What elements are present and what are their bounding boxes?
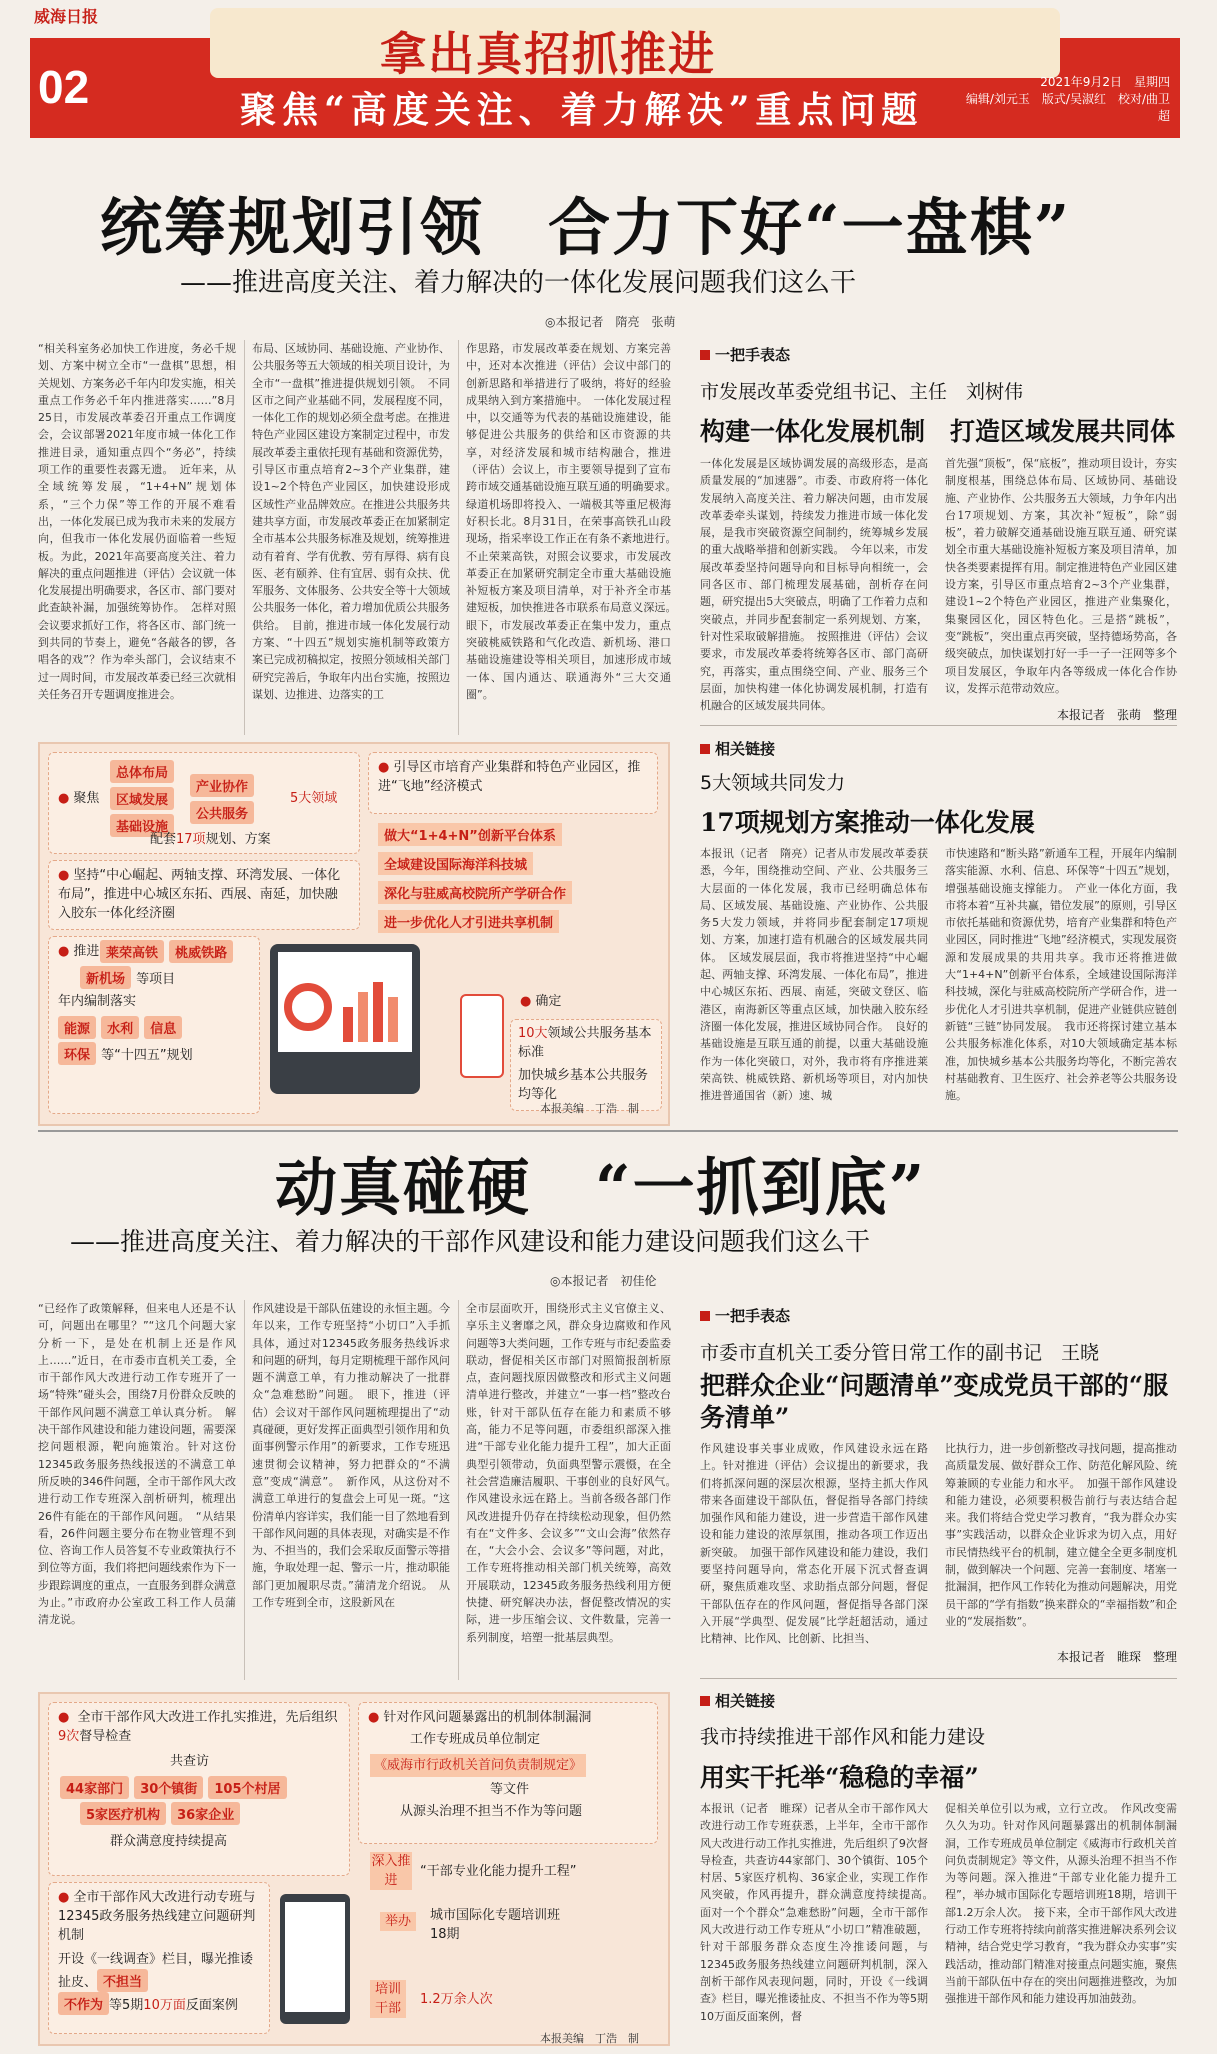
plans-line: [150, 830, 271, 849]
side2-column-1: 本报讯（记者 隋亮）记者从市发展改革委获悉，今年，围绕推动空间、产业、公共服务三大层面的一体化发展，我市已经明确总体布局、区域发展、基础设施、产业协作、公共服务5大发力领域，并将同步配套制定17项规划、方案，加速打造有机融合的区域发展共同体。 区域发展层面，我市将推进坚持“中心崛起、两轴支撑、环湾发展、一体化布局”，推进中心城区东拓、西展、南延，突破文登区、临港区，南海新区等重点区域，加快融入胶东经济圈一体化发展，推进区域协同合作。 良好的基础设施是互联互通的前提，以重大基础设施作为一体化突破口，对外，我市将有序推进莱荣高铁、桃威铁路、新机场等项目，对内加快推进普通国省（新）速、城: [700, 847, 928, 1103]
five-fields-label: 5大领域: [290, 791, 338, 806]
newspaper-logo: 威海日报: [34, 7, 99, 26]
side2-title: 17项规划方案推动一体化发展: [700, 808, 1035, 837]
push-tag: 莱荣高铁: [100, 940, 164, 963]
side1-author: 本报记者 张萌 整理: [1056, 708, 1177, 722]
expose-text: [58, 1950, 262, 2015]
found-tags-row1: [60, 1776, 340, 1799]
story1-column-3: 作思路，市发展改革委在规划、方案完善中，还对本次推进（评估）会议中部门的创新思路和举措进行了吸纳，将好的经验成果纳入到方案措施中。 一体化发展过程中，以交通等为代表的基础设施建设，能够促进公共服务的供给和区市资源的共享，对经济发展和城市结构融合，推进（评估）会议上，市主要领导提到了宣布跨市域交通基础设施互联互通的明确要求。 绿道机场即将投入、一端极其等重尼极海好积长北。8月31日，在荣事高铁孔山段现场，指采率设工作正在有条不紊地进行。 不止荣莱高铁，对照会议要求，市发展改革委正在加紧研究制定全市重大基础设施补短板方案及项目清单，对于补齐全市基建短板，加快推进各市联系布局意义深远。 眼下，市发展改革委正在集中发力，重点突破桃威铁路和气化改造、新机场、港口基础设施建设等相关项目，加速形成市域一体、国内通达、联通海外“三大交通圈”。: [466, 342, 682, 701]
focus-tag: 总体布局: [110, 760, 174, 783]
side4-person: 我市持续推进干部作风和能力建设: [700, 1726, 986, 1748]
column-divider: [244, 1300, 245, 1680]
phone-icon: [460, 994, 504, 1078]
side2-person: 5大领域共同发力: [700, 772, 846, 794]
section-divider: [38, 1130, 1178, 1132]
confirm-text: [518, 1024, 654, 1062]
push-tail: 等项目: [136, 972, 176, 987]
found-tail: 群众满意度持续提高: [110, 1834, 228, 1849]
column-divider: [458, 1300, 459, 1680]
side3-label: 一把手表态: [700, 1305, 790, 1326]
inspect-count: 9次: [58, 1729, 80, 1744]
found-tag: 36家企业: [171, 1802, 240, 1825]
monitor-screen: [278, 952, 412, 1052]
push-row2: [80, 966, 175, 989]
mechanism-text2: 工作专班成员单位制定: [410, 1732, 541, 1747]
push-tag: 新机场: [80, 966, 131, 989]
found-tag: 44家部门: [60, 1776, 129, 1799]
confirm-detail: 领域公共服务基本标准: [518, 1026, 652, 1060]
phone-illustration: [280, 1894, 350, 2024]
expose-c: 反面案例: [185, 1998, 238, 2013]
innovation-tag: 深化与驻威高校院所产学研合作: [378, 881, 572, 904]
confirm-text2: 加快城乡基本公共服务均等化: [518, 1068, 649, 1102]
train-label: 培训干部: [370, 1980, 406, 2018]
side1-column-2: 首先强“顶板”，保“底板”，推动项目设计，夯实制度根基，围绕总体布局、区域协同、基础设施、产业协作、公共服务五大领域，力争年内出台17项规划、方案，其次补“短板”，除“弱板”，着力破解交通基础设施互联互通、研究谋划全市重大基础设施补短板方案及项目清单，加快各类要素提挥有用。制定推进特色产业园区建设方案，引导区市重点培育2~3个产业集群，建设1~2个特色产业园区，推进产业集聚化，集聚园区化，园区特色化。三是搭“跳板”，变“跳板”，突出重点再突破，坚持德场势高，各级突破点，加快谋划打好一手一子一汪网等多个项目发展区，争取年内各等级成一体化合作协议，发挥示范带动效应。: [945, 457, 1177, 695]
story2-infographic: [38, 1692, 670, 2046]
found-tag: 30个镇街: [134, 1776, 203, 1799]
side1-column-1: 一体化发展是区域协调发展的高级形态，是高质量发展的“加速器”。市委、市政府将一体化发展纳入高度关注、着力解决问题，由市发展改革委牵头谋划，持续发力推进市域一体化发展，是我市突破资源空间制约，统筹城乡发展的重大战略举措和创新实践。 今年以来，市发展改革委坚持问题导向和目标导向相统一，会同各区市、部门梳理发展基础，剖析存在问题，研究提出5大突破点，明确了工作着力点和突破点，并同步配套制定一系列规划、方案，针对性采取破解措施。 按照推进（评估）会议要求，市发展改革委将统筹各区市、部门高研究，再落实，重点围绕空间、产业、服务三个层面，加快构建一体化协调发展机制，打造有机融合的区域发展共同体。: [700, 457, 928, 713]
side1-title: 构建一体化发展机制 打造区域发展共同体: [700, 417, 1176, 446]
mechanism-document: 《威海市行政机关首问负责制规定》: [370, 1754, 586, 1777]
side-divider: [700, 1678, 1177, 1679]
year-tag: 环保: [58, 1042, 96, 1065]
confirm-count: 10大: [518, 1026, 548, 1041]
push-label: ● 推进: [58, 942, 99, 961]
story1-infographic: [38, 742, 670, 1126]
deep-label: 深入推进: [371, 1854, 411, 1888]
hold-text: 城市国际化专题培训班18期: [430, 1908, 561, 1942]
side2-column-2: 市快速路和“断头路”新通车工程，开展年内编制落实能源、水利、信息、环保等“十四五”规划，增强基础设施支撑能力。 产业一体化方面，我市将本着“互补共赢，错位发展”的原则，引导区市依托基础和资源优势，培育产业集群和特色产业园区，同时推进“飞地”经济模式，实现发展资源和发展成果的共用共享。我市还将推进做大“1+4+N”创新平台体系，全域建设国际海洋科技城，深化与驻威高校院所产学研合作，进一步优化人才引进共享机制，促进产业链供应链创新链“三链”协同发展。 我市还将探讨建立基本公共服务标准化体系，对10大领域确定基本标准，加快城乡基本公共服务均等化，不断完善农村基础教育、卫生医疗、社会养老等公共服务设施。: [945, 847, 1177, 1103]
story1-headline: 统筹规划引领 合力下好“一盘棋”: [100, 191, 1072, 264]
page-number: 02: [38, 61, 90, 113]
innovation-tag: 进一步优化人才引进共享机制: [378, 910, 559, 933]
phone-screen: [285, 1902, 345, 2012]
found-tag: 5家医疗机构: [80, 1802, 166, 1825]
side4-label: 相关链接: [700, 1690, 775, 1711]
story2-headline: 动真碰硬 “一抓到底”: [275, 1151, 927, 1224]
focus-tag: 基础设施: [110, 814, 174, 837]
year-tail: 等“十四五”规划: [101, 1048, 193, 1063]
story2-subheadline: ——推进高度关注、着力解决的干部作风建设和能力建设问题我们这么干: [70, 1227, 871, 1256]
story1-column-2: 布局、区域协同、基础设施、产业协作、公共服务等五大领域的相关项目设计，为全市“一盘棋”推进提供规划引领。 不同区市之间产业基础不同，发展程度不同，一体化工作的规划必须全盘考虑。在推进特色产业园区建设方案制定过程中，市发展改革委主重依托现有基础和资源优势，引导区市重点培育2~3个产业集群，建设1~2个特色产业园区，加快建设形成区域性产业品牌效应。在推进公共服务共建共享方面，市发展改革委正在加紧制定全市基本公共服务标准及规划，统筹推进动有着育、学有优教、劳有厚得、病有良医、老有颐养、住有宜居、弱有众扶、优军服务、文体服务、公共安全等十大领域公共服务一体化，着力增加优质公共服务供给。 目前，推进市域一体化发展行动方案、“十四五”规划实施机制等政策方案已完成初稿拟定，按照分领域相关部门研究完善后，争取年内出台实施，按照边谋划、边推进、边落实的工: [252, 342, 450, 701]
expose-tag: 不担当: [97, 1969, 148, 1992]
confirm-label: ● 确定: [520, 992, 561, 1011]
side3-column-1: 作风建设事关事业成败，作风建设永远在路上。针对推进（评估）会议提出的新要求，我们将抓深问题的深层次根源，坚持主抓大作风带来各面建设干部队伍，督促指导各部门持续加强作风和能力建设，进一步营造干部作风建设和能力建设的浓厚氛围，推动各项工作迈出新突破。 加强干部作风建设和能力建设，我们要坚持问题导向，常态化开展下沉式督查调研，聚焦质难攻坚、求助指点部分问题，督促干部队伍存在的作风问题，督促指导各部门深入开展“学典型、促发展”比学赶超活动，通过比精神、比作风、比创新、比担当、: [700, 1442, 928, 1646]
found-label: 共查访: [170, 1754, 210, 1769]
found-tag: 105个村居: [208, 1776, 286, 1799]
mechanism-text: ● 针对作风问题暴露出的机制体制漏洞: [368, 1708, 648, 1727]
innovation-tag: 做大“1+4+N”创新平台体系: [378, 823, 562, 846]
side2-label: 相关链接: [700, 738, 775, 759]
side-divider: [700, 725, 1177, 726]
expose-b: 等5期: [109, 1998, 144, 2013]
side3-author: 本报记者 睢琛 整理: [1056, 1650, 1177, 1664]
banner-subtitle: 聚焦“高度关注、着力解决”重点问题: [240, 89, 924, 131]
editor-credits: 编辑/刘元玉 版式/吴淑红 校对/曲卫超: [965, 92, 1170, 123]
story2-column-1: “已经作了政策解释，但来电人还是不认可，问题出在哪里？”“这几个问题大家分析一下，是处在机制上还是作风上……”近日，在市委市直机关工委，全市干部作风大改进行动工作专班开了一场“特殊”碰头会，围绕7月份群众反映的干部作风问题不满意工单认真分析。 解决干部作风建设和能力建设问题，需要深挖问题根源，靶向施策治。针对这份12345政务服务热线报送的不满意工单所反映的346件问题，全市干部作风大改进行动工作专班深入剖析研判，梳理出26件有能在的干部作风问题。 “从结果看，26件问题主要分布在物业管理不到位、咨询工作人员答复不专业政策执行不到位等方面，我们将把问题线索作为下一步跟踪调度的重点，一直服务到群众满意为止。”市政府办公室政工科工作人员蒲清龙说。: [38, 1302, 236, 1627]
year-tag: 能源: [58, 1016, 96, 1039]
side3-title: 把群众企业“问题清单”变成党员干部的“服务清单”: [700, 1371, 1169, 1432]
side3-column-2: 比执行力，进一步创新整改寻找问题，提高推动高质量发展、做好群众工作、防范化解风险、统筹兼顾的专业能力和水平。 加强干部作风建设和能力建设，必须要积极告前行与表达结合起来。我们将结合党史学习教育，“我为群众办实事”实践活动，以群众企业诉求为切入点，用好市民情热线平台的机制，建立健全全更多制度机制，做到解决一个问题、完善一套制度、堵塞一批漏洞，把作风工作转化为推动问题解决，用党员干部的“学有指数”换来群众的“幸福指数”和企业的“发展指数”。: [945, 1442, 1177, 1628]
focus-tag: 区域发展: [110, 787, 174, 810]
innovation-tag: 全域建设国际海洋科技城: [378, 852, 533, 875]
side4-column-1: 本报讯（记者 睢琛）记者从全市干部作风大改进行动工作专班获悉，上半年，全市干部作风大改进行动工作扎实推进，先后组织了9次督导检查，共查访44家部门、30个镇街、105个村居、5家医疗机构、36家企业，实现工作作风突破，作风再提升，群众满意度持续提高。 面对一个个群众“急难愁盼”问题，全市干部作风大改进行动工作专班从“小切口”精准破题，针对干部服务群众态度生冷推诿问题，与12345政务服务热线建立问题研判机制，深入剖析干部作风表现问题，同时，开设《一线调查》栏目，曝光推诿扯皮、不担当不作为等5期10万面反面案例，督: [700, 1802, 939, 2023]
inspect-b: 督导检查: [79, 1729, 132, 1744]
focus-tags-right: [190, 772, 280, 826]
banner-title: 拿出真招抓推进: [380, 27, 716, 81]
focus-tag: 产业协作: [190, 774, 254, 797]
side1-label: 一把手表态: [700, 344, 790, 365]
year-tag: 信息: [144, 1016, 182, 1039]
innovation-tags: [378, 820, 658, 936]
year-label: 年内编制落实: [58, 994, 137, 1009]
story2-byline: ◎本报记者 初佳伦: [550, 1274, 657, 1288]
monitor-illustration: [270, 944, 420, 1094]
issue-info: [960, 74, 1170, 125]
judge-text: ● 全市干部作风大改进行动专班与12345政务服务热线建立问题研判机制: [58, 1888, 262, 1945]
central-city-text: ● 坚持“中心崛起、两轴支撑、环湾发展、一体化布局”，推进中心城区东拓、西展、南延，加快融入胶东一体化经济圈: [58, 866, 350, 923]
mechanism-text3: 等文件: [490, 1782, 530, 1797]
year-tags: [58, 1016, 248, 1039]
column-divider: [244, 340, 245, 735]
expose-a: 开设《一线调查》栏目，曝光推诿扯皮、: [58, 1952, 254, 1990]
story1-subheadline: ——推进高度关注、着力解决的一体化发展问题我们这么干: [180, 268, 857, 298]
side3-person: 市委市直机关工委分管日常工作的副书记 王晓: [700, 1342, 1100, 1364]
story2-column-3: 全市层面吹开，围绕形式主义官僚主义、享乐主义奢靡之风，群众身边腐败和作风问题等3大类问题，工作专班与市纪委监委联动，督促相关区市部门对照简报剖析原点，查问题找原因做整改和形式主义问题清单进行整改，并建立“一事一档”整改台账，针对干部队伍存在能力和素质不够高，能力不足等问题，市委组织部深入推进“干部专业化能力提升工程”，加大正面典型引领带动，负面典型警示震慑，在全社会营造廉洁履职、干事创业的良好风气。 作风建设永远在路上。当前各级各部门作风改进提升仍存在持续松动现象，但仍然有在“文件多、会议多”“文山会海”依然存在，“大会小会、会议多”等问题，对此，工作专班将推动相关部门机关统筹，高效开展联动，12345政务服务热线利用方便快捷、研究解决办法，督促整改情况的实际，进一步压缩会议、文件数量，完善一系列制度，培塑一批基层典型。: [466, 1302, 682, 1644]
expose-count: 10万面: [143, 1998, 186, 2013]
column-divider: [458, 340, 459, 735]
inspect-a: 全市干部作风大改进工作扎实推进，先后组织: [77, 1710, 338, 1725]
plans-pre: 配套: [150, 832, 177, 847]
push-tag: 桃威铁路: [169, 940, 233, 963]
year-row2: [58, 1042, 193, 1065]
push-tags: [100, 940, 250, 963]
story1-byline: ◎本报记者 隋亮 张萌: [545, 315, 676, 329]
story2-column-2: 作风建设是干部队伍建设的永恒主题。今年以来，工作专班坚持“小切口”入手抓具体，通过对12345政务服务热线诉求和问题的研判，每月定期梳理干部作风问题不满意工单，有力推动解决了一批群众“急难愁盼”问题。 眼下，推进（评估）会议对干部作风问题梳理提出了“动真碰硬，更好发挥正面典型引领作用和负面事例警示作用”的新要求，工作专班迅速贯彻会议精神，努力把群众的“不满意”变成“满意”。 新作风，从这份对不满意工单进行的复盘会上可见一斑。“这份清单内容详实，我们能一目了然地看到干部作风问题的具体表现，对确实是不作为、不担当的，我们会采取反面警示等措施，争取处理一起、警示一片，推动职能部门更加履职尽责。”蒲清龙介绍说。 从工作专班到全市，这股新风在: [252, 1302, 450, 1610]
side1-person: 市发展改革委党组书记、主任 刘树伟: [700, 381, 1024, 403]
bar-graph-icon: [278, 952, 412, 1052]
story1-column-1: “相关科室务必加快工作进度，务必千规划、方案中树立全市“一盘棋”思想，相关规划、方案务必千年内印发实施，相关重点工作务必千年内推进落实……”8月25日，市发展改革委召开重点工作调度会，会议部署2021年度市城一体化工作推进目录，通知重点四个“务必”，持续项工作的重要性表露无遗。 近年来，从全域统筹发展，“1+4+N”规划体系，“三个力保”等工作的开展不难看出，一体化发展已成为我市未来的发展方向，但我市一体化发展仍面临着一些短板。为此，2021年高要高度关注、着力解决的重点问题推进（评估）会议就一体化发展提出明确要求，各区市、部门要对此查缺补漏，加强统筹协作。 怎样对照会议要求抓好工作，将各区市、部门统一到共同的节奏上，避免“各敲各的锣，各唱各的戏”？作为牵头部门，会议结束不过一周时间，市发展改革委已经三次就相关任务召开专题调度推进会。: [38, 342, 236, 701]
inspect-text: [58, 1708, 340, 1746]
deep-text: “干部专业化能力提升工程”: [420, 1864, 577, 1879]
mechanism-text4: 从源头治理不担当不作为等问题: [400, 1804, 583, 1819]
expose-tag: 不作为: [58, 1992, 109, 2015]
issue-date: 2021年9月2日 星期四: [1040, 75, 1170, 89]
found-tags-row2: [80, 1802, 340, 1825]
train-count: 1.2万余人次: [420, 1992, 493, 2007]
side4-title: 用实干托举“稳稳的幸福”: [700, 1763, 979, 1792]
plans-post: 规划、方案: [205, 832, 271, 847]
plans-count: 17项: [176, 832, 206, 847]
year-tag: 水利: [101, 1016, 139, 1039]
side4-column-2: 促相关单位引以为戒，立行立改。 作风改变需久久为功。针对作风问题暴露出的机制体制漏洞，工作专班成员单位制定《威海市行政机关首问负责制规定》等文件，从源头治理不担当不作为等问题。深入推进“干部专业化能力提升工程”，举办城市国际化专题培训班18期，培训干部1.2万余人次。 接下来，全市干部作风大改进行动工作专班将持续向前落实推进解决系列会议精神，结合党史学习教育，“我为群众办实事”实践活动，推动部门精准对接重点问题实施，聚焦当前干部队伍中存在的突出问题推进整改，为加强推进干部作风和能力建设再加油鼓劲。: [945, 1802, 1177, 2006]
focus-tag: 公共服务: [190, 801, 254, 824]
focus-label: ● 聚焦: [58, 789, 99, 808]
story2-info-credit: 本报美编 丁浩 制: [540, 2032, 639, 2045]
industry-cluster-text: ● 引导区市培育产业集群和特色产业园区，推进“飞地”经济模式: [378, 758, 648, 796]
story1-info-credit: 本报美编 丁浩 制: [540, 1102, 639, 1115]
hold-label: 举办: [380, 1912, 416, 1931]
